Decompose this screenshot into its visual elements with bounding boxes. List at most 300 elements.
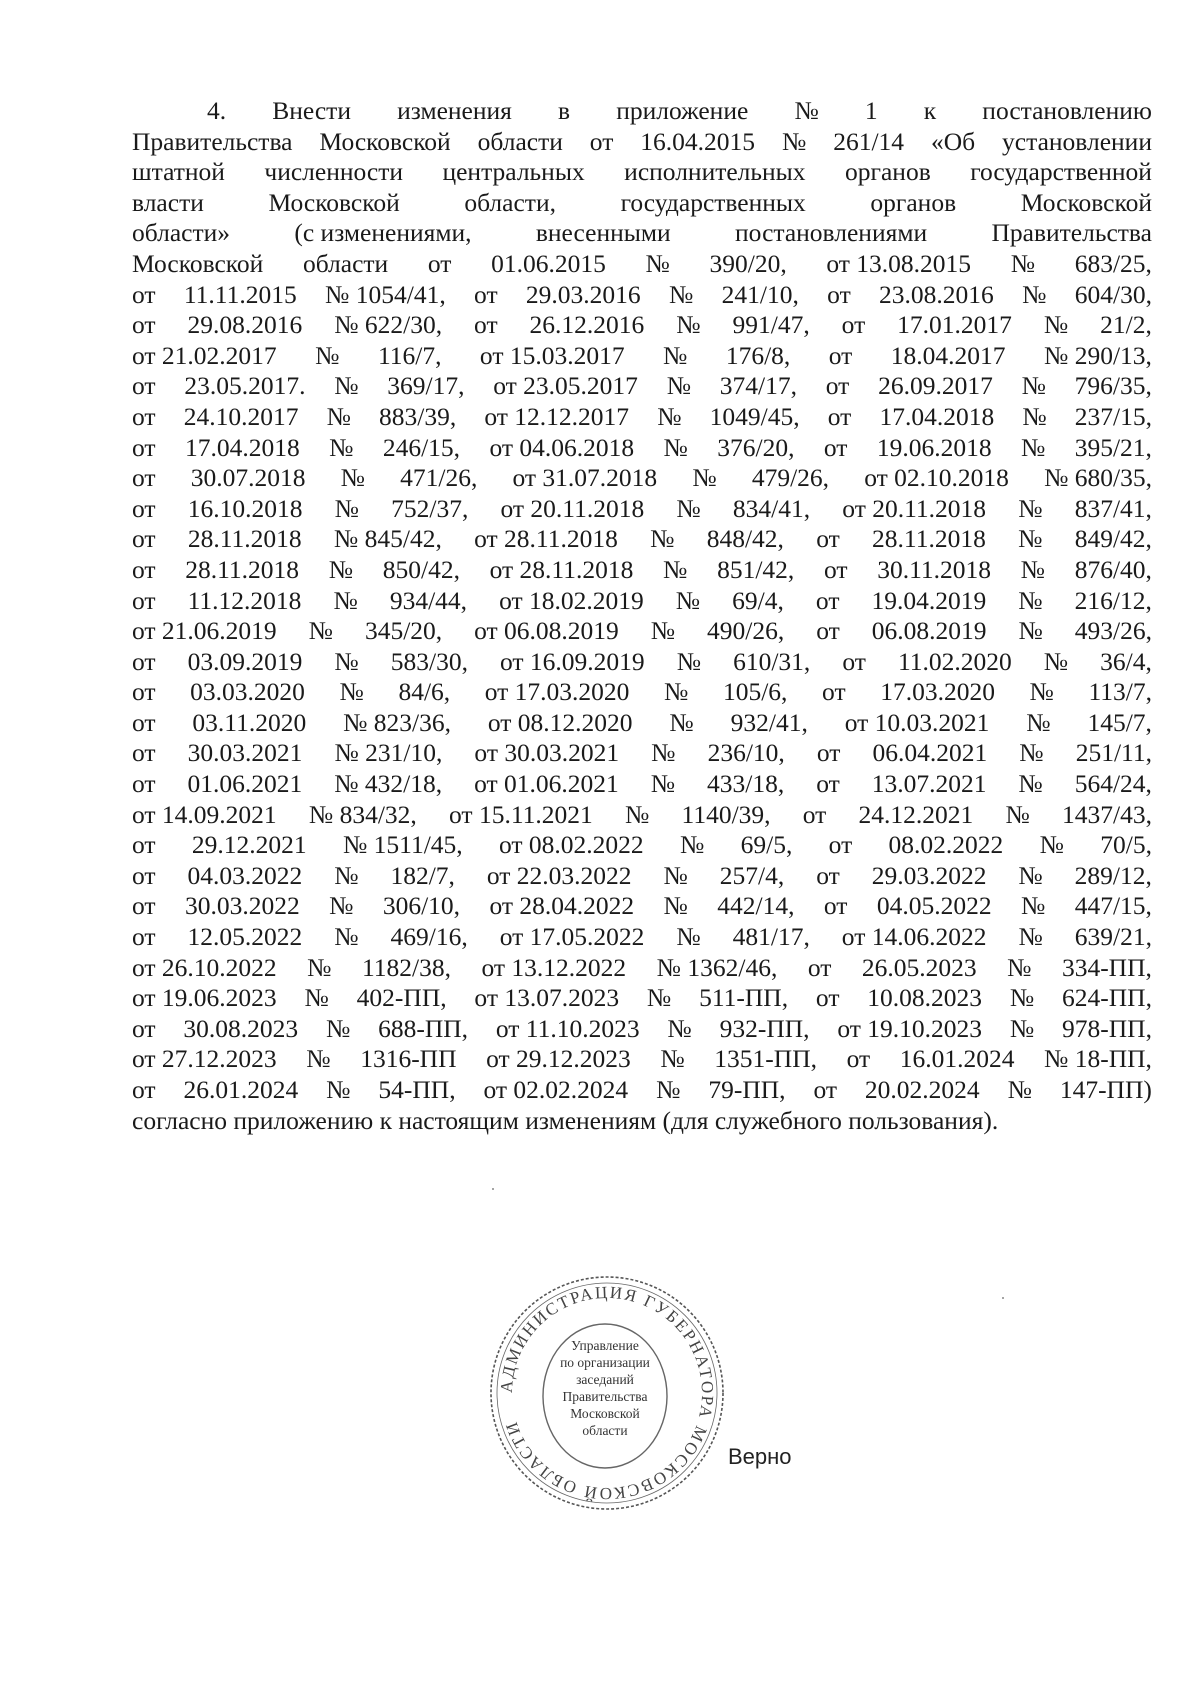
text-token: от 27.12.2023 <box>132 1044 277 1074</box>
text-token: от <box>827 279 851 309</box>
text-token: от 29.12.2023 <box>486 1044 631 1074</box>
text-token: № <box>1018 585 1043 615</box>
text-token: от <box>846 1044 871 1074</box>
text-token: 1182/38, <box>362 952 452 982</box>
text-token: 991/47, <box>732 310 810 340</box>
text-token: 21/2, <box>1100 310 1152 340</box>
text-token: постановлению <box>982 96 1152 125</box>
text-token: № <box>1018 769 1043 799</box>
text-token: от <box>828 340 853 370</box>
text-token: от <box>589 126 614 156</box>
text-line <box>132 463 1152 494</box>
text-token: 182/7, <box>390 860 455 890</box>
text-token: № <box>339 677 364 707</box>
text-token: от <box>815 585 840 615</box>
text-token: от <box>828 830 853 860</box>
text-line <box>132 280 1152 311</box>
text-token: № <box>675 585 701 615</box>
text-token: от 31.07.2018 <box>512 463 658 493</box>
text-token: № <box>1043 310 1069 340</box>
text-token: № <box>1018 616 1043 646</box>
text-token: 1316-ПП <box>360 1044 457 1074</box>
text-token: № <box>650 616 676 646</box>
text-token: № <box>645 248 670 278</box>
scan-speck <box>492 1188 494 1190</box>
text-token: 26.12.2016 <box>529 310 645 340</box>
text-line <box>132 983 1152 1014</box>
text-line <box>132 524 1152 555</box>
text-token: 796/35, <box>1074 371 1152 401</box>
text-token: № <box>1020 432 1046 462</box>
stamp-center-line: области <box>582 1423 628 1438</box>
text-token: от 06.08.2019 <box>474 616 619 646</box>
text-token: № <box>624 799 650 829</box>
text-token: 395/21, <box>1074 432 1152 462</box>
text-token: внесенными <box>535 218 671 248</box>
text-token: от <box>132 922 156 952</box>
text-line <box>132 1075 1152 1106</box>
text-token: 01.06.2015 <box>491 248 606 278</box>
text-token: № <box>1018 860 1043 890</box>
text-token: 334-ПП, <box>1061 952 1152 982</box>
text-token: от 13.08.2015 <box>826 248 972 278</box>
text-token: 345/20, <box>364 616 443 646</box>
text-token: № <box>1022 401 1047 431</box>
text-token: от 02.02.2024 <box>483 1075 629 1104</box>
text-token: от 23.05.2017 <box>493 371 638 401</box>
text-token: № <box>657 401 682 431</box>
text-token: 06.08.2019 <box>871 616 987 646</box>
text-token: от 17.05.2022 <box>499 922 645 952</box>
text-token: № <box>1005 799 1030 829</box>
text-token: № <box>1020 891 1046 921</box>
text-token: 883/39, <box>379 401 457 431</box>
text-token: 1049/45, <box>709 401 800 431</box>
text-token: государственных <box>620 187 806 217</box>
text-line <box>132 769 1152 800</box>
text-token: 30.07.2018 <box>190 463 306 493</box>
text-token: № <box>663 432 688 462</box>
official-stamp <box>482 1268 732 1518</box>
text-token: от <box>815 983 840 1013</box>
text-token: 29.03.2016 <box>525 279 641 309</box>
text-token: 442/14, <box>717 891 795 921</box>
text-token: от <box>132 432 156 462</box>
text-token: 19.04.2019 <box>871 585 987 615</box>
text-token: № <box>666 371 692 401</box>
text-token: от 18.02.2019 <box>499 585 644 615</box>
text-token: № <box>304 983 329 1013</box>
text-token: 490/26, <box>707 616 785 646</box>
text-token: 70/5, <box>1100 830 1152 860</box>
text-token: 03.03.2020 <box>190 677 305 707</box>
text-token: от 12.12.2017 <box>484 401 630 431</box>
text-token: численности <box>264 157 404 187</box>
text-token: 447/15, <box>1074 891 1152 921</box>
text-line <box>132 800 1152 831</box>
text-line <box>132 1014 1152 1045</box>
text-token: 11.11.2015 <box>183 279 297 309</box>
text-line <box>132 708 1152 739</box>
text-token: от <box>132 371 156 401</box>
text-token: 683/25, <box>1074 248 1152 278</box>
text-token: № <box>307 952 332 982</box>
text-token: от 30.03.2021 <box>474 738 620 768</box>
text-line <box>132 249 1152 280</box>
text-line <box>132 861 1152 892</box>
text-token: 849/42, <box>1074 524 1152 554</box>
text-line <box>132 1106 1152 1137</box>
text-token: № 845/42, <box>333 524 442 554</box>
text-token: № <box>340 463 365 493</box>
text-token: от 19.06.2023 <box>132 983 277 1013</box>
text-token: от <box>132 279 156 309</box>
text-token: 261/14 <box>833 126 905 156</box>
text-token: от <box>816 738 841 768</box>
text-token: от <box>132 401 156 431</box>
text-line <box>132 830 1152 861</box>
text-token: от <box>816 860 840 890</box>
text-token: постановлениями <box>735 218 928 248</box>
text-token: № <box>1007 952 1032 982</box>
text-token: 69/5, <box>740 830 793 860</box>
text-token: 834/41, <box>732 493 811 523</box>
text-token: от <box>132 524 156 554</box>
text-token: № <box>1021 371 1046 401</box>
text-line <box>132 647 1152 678</box>
text-token: 79-ПП, <box>708 1075 786 1104</box>
text-token: органов <box>845 157 931 187</box>
stamp-center-line: Управление <box>571 1338 639 1353</box>
text-token: от <box>822 677 846 707</box>
text-token: 851/42, <box>717 554 795 584</box>
text-token: 04.05.2022 <box>876 891 992 921</box>
text-token: № <box>676 493 701 523</box>
text-token: от <box>132 891 156 921</box>
text-token: 216/12, <box>1074 585 1152 615</box>
text-token: от 22.03.2022 <box>486 860 632 890</box>
stamp-ring-text: АДМИНИСТРАЦИЯ ГУБЕРНАТОРА МОСКОВСКОЙ ОБЛАСТИ <box>496 1282 718 1504</box>
stamp-center-line: заседаний <box>576 1372 634 1387</box>
text-line <box>132 891 1152 922</box>
text-token: 848/42, <box>706 524 784 554</box>
text-token: № <box>651 738 676 768</box>
text-line <box>132 433 1152 464</box>
text-token: 04.03.2022 <box>187 860 303 890</box>
text-token: от 04.06.2018 <box>489 432 635 462</box>
text-token: 1437/43, <box>1062 799 1152 829</box>
text-token: от <box>132 769 156 799</box>
text-token: 26.09.2017 <box>878 371 993 401</box>
text-token: 30.03.2022 <box>184 891 300 921</box>
text-token: от <box>842 646 866 676</box>
text-token: 08.02.2022 <box>888 830 1004 860</box>
text-token: от 14.06.2022 <box>841 922 987 952</box>
text-token: от <box>132 310 156 340</box>
text-token: 26.05.2023 <box>861 952 977 982</box>
text-token: № <box>668 279 694 309</box>
text-token: 28.11.2018 <box>185 554 300 584</box>
text-token: от 28.04.2022 <box>489 891 635 921</box>
text-token: № <box>1007 1075 1032 1104</box>
text-token: от 15.03.2017 <box>479 340 625 370</box>
text-token: «Об <box>930 126 976 156</box>
text-token: № 622/30, <box>334 310 443 340</box>
text-token: от <box>823 554 848 584</box>
text-line <box>132 188 1152 219</box>
text-token: 116/7, <box>377 340 442 370</box>
text-token: № 231/10, <box>334 738 443 768</box>
text-token: (с изменениями, <box>294 218 472 248</box>
stamp-center-line: по организации <box>560 1355 650 1370</box>
text-token: № <box>1039 830 1064 860</box>
text-token: № <box>646 983 672 1013</box>
text-token: от 26.10.2022 <box>132 952 277 982</box>
text-token: № <box>660 1044 685 1074</box>
text-token: № <box>329 432 354 462</box>
text-token: № <box>1010 248 1036 278</box>
text-token: № <box>328 554 354 584</box>
text-token: установлении <box>1002 126 1152 156</box>
text-token: № 18-ПП, <box>1044 1044 1152 1074</box>
text-token: от <box>474 279 498 309</box>
text-token: области <box>302 248 389 278</box>
text-token: 28.11.2018 <box>187 524 302 554</box>
text-line <box>132 738 1152 769</box>
text-token: № <box>326 1075 351 1104</box>
text-token: от 08.02.2022 <box>498 830 644 860</box>
text-token: 17.04.2018 <box>879 401 995 431</box>
text-token: № <box>669 707 694 737</box>
text-token: Правительства <box>132 126 293 156</box>
text-token: 16.10.2018 <box>187 493 303 523</box>
text-token: от 08.12.2020 <box>487 707 633 737</box>
text-token: изменения <box>397 96 512 125</box>
text-token: № <box>1018 922 1043 952</box>
text-token: от <box>827 401 852 431</box>
text-token: 54-ПП, <box>378 1075 456 1104</box>
text-token: 511-ПП, <box>699 983 789 1013</box>
text-line <box>132 310 1152 341</box>
text-token: Московской <box>319 126 451 156</box>
stamp-center-line: Московской <box>570 1406 640 1421</box>
text-token: 20.02.2024 <box>864 1075 980 1104</box>
text-token: № <box>315 340 340 370</box>
text-token: 433/18, <box>707 769 785 799</box>
text-token: 24.10.2017 <box>183 401 299 431</box>
text-token: Московской <box>268 187 400 217</box>
text-token: от 10.03.2021 <box>844 707 990 737</box>
text-token: 479/26, <box>751 463 830 493</box>
text-token: 105/6, <box>722 677 788 707</box>
text-token: № <box>334 860 359 890</box>
text-line <box>132 127 1152 158</box>
text-token: от <box>132 646 156 676</box>
text-line <box>132 586 1152 617</box>
text-token: от <box>823 432 848 462</box>
text-token: 390/20, <box>709 248 787 278</box>
text-token: 471/26, <box>400 463 478 493</box>
text-token: 376/20, <box>717 432 795 462</box>
text-token: № <box>334 493 359 523</box>
text-token: от 17.03.2020 <box>484 677 630 707</box>
text-token: 289/12, <box>1074 860 1152 890</box>
text-token: № <box>1022 279 1047 309</box>
text-token: 36/4, <box>1100 646 1152 676</box>
text-token: 23.08.2016 <box>879 279 994 309</box>
text-token: в <box>558 96 571 125</box>
text-token: 28.11.2018 <box>872 524 986 554</box>
text-token: 12.05.2022 <box>187 922 303 952</box>
text-token: приложение <box>616 96 749 125</box>
text-token: 17.04.2018 <box>184 432 300 462</box>
text-token: 03.09.2019 <box>187 646 303 676</box>
text-token: № <box>650 524 675 554</box>
text-token: от 21.02.2017 <box>132 340 277 370</box>
text-token: от <box>474 310 498 340</box>
text-token: № 432/18, <box>334 769 443 799</box>
text-token: 257/4, <box>719 860 785 890</box>
text-token: от <box>132 585 156 615</box>
text-token: 23.05.2017. <box>184 371 306 401</box>
text-token: № <box>650 769 676 799</box>
text-token: 18.04.2017 <box>890 340 1006 370</box>
text-token: от <box>816 524 840 554</box>
text-line <box>132 96 1152 127</box>
text-token: № <box>334 371 359 401</box>
text-token: от 13.07.2023 <box>474 983 620 1013</box>
text-token: 688-ПП, <box>378 1013 469 1043</box>
text-token: 30.03.2021 <box>187 738 303 768</box>
text-token: Московской <box>1020 187 1152 217</box>
text-token: 837/41, <box>1074 493 1152 523</box>
text-token: № 1511/45, <box>342 830 463 860</box>
text-token: 1 <box>864 96 878 125</box>
text-token: от <box>823 891 848 921</box>
text-token: 978-ПП, <box>1062 1013 1152 1043</box>
scan-speck <box>1002 1297 1004 1299</box>
text-token: государственной <box>970 157 1152 187</box>
text-token: Московской <box>132 248 264 278</box>
text-token: 24.12.2021 <box>858 799 974 829</box>
text-token: от <box>132 554 156 584</box>
text-token: 84/6, <box>398 677 451 707</box>
text-token: 1351-ПП, <box>714 1044 817 1074</box>
text-token: 583/30, <box>390 646 468 676</box>
text-token: 01.06.2021 <box>187 769 303 799</box>
text-token: 30.11.2018 <box>877 554 991 584</box>
text-line <box>132 371 1152 402</box>
text-token: 16.01.2024 <box>899 1044 1015 1074</box>
text-token: от 16.09.2019 <box>500 646 645 676</box>
text-token: № <box>1018 493 1043 523</box>
text-line <box>132 1044 1152 1075</box>
text-token: от 15.11.2021 <box>449 799 593 829</box>
text-token: № <box>794 96 819 125</box>
text-token: 29.03.2022 <box>871 860 987 890</box>
text-token: от 20.11.2018 <box>842 493 987 523</box>
text-token: 402-ПП, <box>356 983 447 1013</box>
text-token: от <box>816 769 840 799</box>
stamp-center-line: Правительства <box>562 1389 648 1404</box>
text-token: 17.03.2020 <box>880 677 995 707</box>
text-token: № <box>663 554 688 584</box>
text-token: от 11.10.2023 <box>495 1013 640 1043</box>
text-token: № <box>664 677 689 707</box>
text-token: от 14.09.2021 <box>132 799 277 829</box>
text-token: № <box>663 340 688 370</box>
text-token: 251/11, <box>1075 738 1152 768</box>
text-token: от <box>825 371 850 401</box>
text-token: центральных <box>442 157 585 187</box>
text-line <box>132 922 1152 953</box>
text-token: 06.04.2021 <box>872 738 988 768</box>
text-token: № <box>663 891 688 921</box>
text-token: 850/42, <box>382 554 460 584</box>
text-token: от <box>841 310 866 340</box>
text-token: 29.12.2021 <box>191 830 307 860</box>
text-token: № <box>676 310 701 340</box>
text-token: от <box>813 1075 837 1104</box>
text-token: от <box>132 1075 156 1104</box>
text-token: 1140/39, <box>681 799 771 829</box>
text-token: № <box>1043 646 1069 676</box>
text-token: штатной <box>132 157 225 187</box>
text-token: 237/15, <box>1074 401 1152 431</box>
text-token: № <box>306 1044 331 1074</box>
text-token: № <box>1020 554 1046 584</box>
text-token: № <box>663 860 688 890</box>
text-token: от <box>132 677 156 707</box>
text-token: от <box>816 616 840 646</box>
text-token: № <box>676 922 701 952</box>
text-token: 4. <box>207 96 227 125</box>
text-token: 639/21, <box>1074 922 1152 952</box>
text-token: № <box>1026 707 1051 737</box>
text-token: от <box>802 799 827 829</box>
text-token: 624-ПП, <box>1062 983 1152 1013</box>
text-token: 374/17, <box>719 371 797 401</box>
text-token: Правительства <box>991 218 1152 248</box>
text-token: 30.08.2023 <box>183 1013 299 1043</box>
text-token: № <box>334 922 359 952</box>
text-token: 469/16, <box>390 922 468 952</box>
text-token: от 01.06.2021 <box>474 769 619 799</box>
text-line <box>132 157 1152 188</box>
text-token: 932-ПП, <box>719 1013 810 1043</box>
text-token: 369/17, <box>387 371 465 401</box>
text-token: № <box>308 616 333 646</box>
text-token: 481/17, <box>732 922 810 952</box>
text-token: 29.08.2016 <box>187 310 303 340</box>
text-line <box>132 218 1152 249</box>
text-token: 236/10, <box>707 738 785 768</box>
text-token: № <box>667 1013 692 1043</box>
paragraph-4 <box>132 96 1152 1136</box>
text-token: от 28.11.2018 <box>489 554 634 584</box>
text-token: № 1054/41, <box>325 279 446 309</box>
stamp-seal-graphic <box>482 1268 732 1518</box>
text-token: 11.12.2018 <box>187 585 302 615</box>
text-token: от <box>132 738 156 768</box>
text-token: № <box>1009 1013 1035 1043</box>
text-token: № 680/35, <box>1044 463 1152 493</box>
text-token: области <box>477 126 563 156</box>
text-token: № <box>781 126 807 156</box>
text-line <box>132 677 1152 708</box>
text-token: 113/7, <box>1088 677 1152 707</box>
text-token: 934/44, <box>389 585 468 615</box>
